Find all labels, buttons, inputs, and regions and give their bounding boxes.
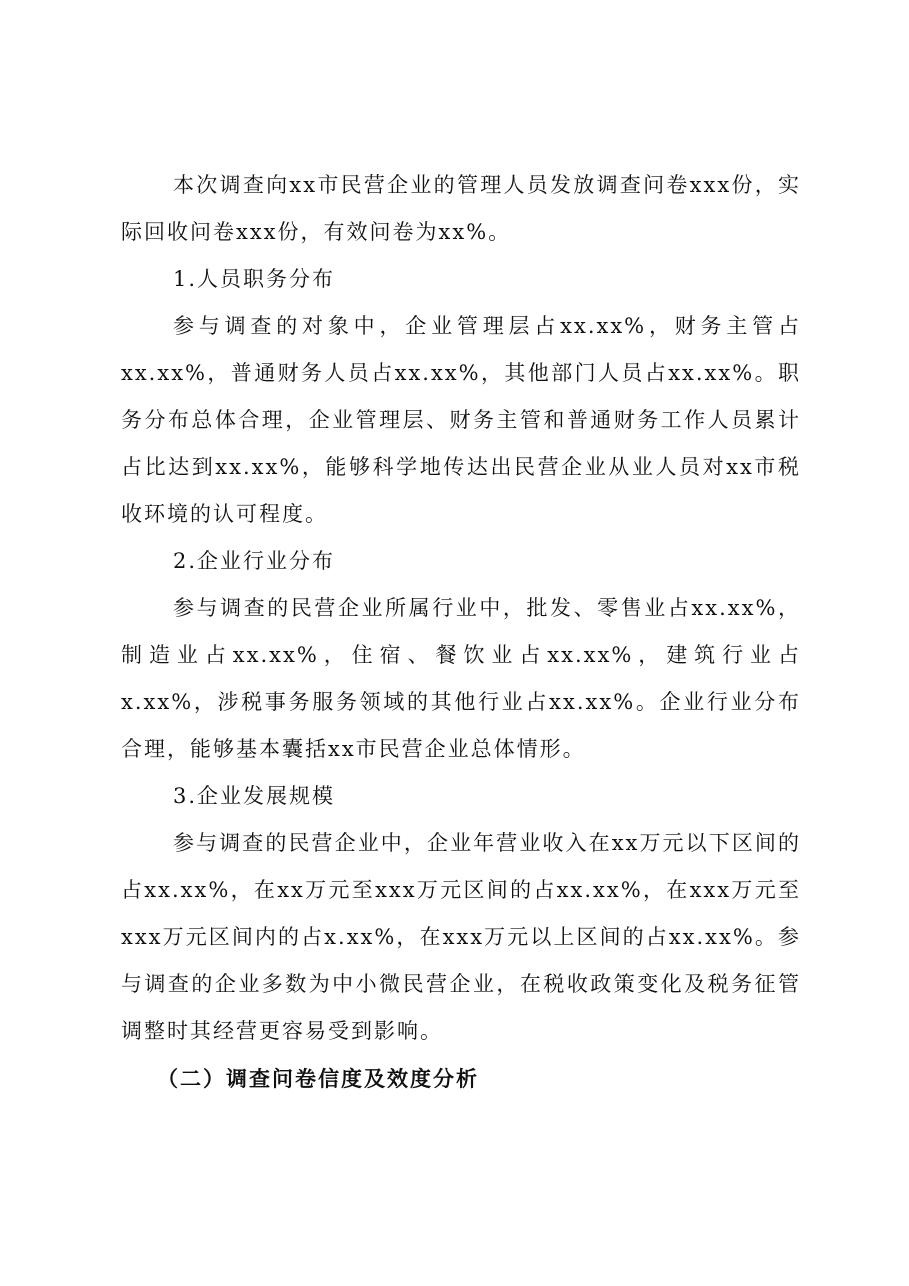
section-heading-reliability-validity: （二）调查问卷信度及效度分析	[157, 1066, 479, 1091]
heading-industry-distribution: 2.企业行业分布	[173, 549, 336, 573]
intro-paragraph: 本次调查向xx市民营企业的管理人员发放调查问卷xxx份，实际回收问卷xxx份，有效问卷为xx%。	[121, 173, 801, 244]
industry-distribution-paragraph: 参与调查的民营企业所属行业中，批发、零售业占xx.xx%，制造业占xx.xx%，住宿、餐饮业占xx.xx%，建筑行业占x.xx%，涉税事务服务领域的其他行业占xx.xx%。企业行业分布合理，能够基本囊括xx市民营企业总体情形。	[121, 596, 801, 761]
document-body	[121, 162, 801, 1102]
staff-distribution-paragraph: 参与调查的对象中，企业管理层占xx.xx%，财务主管占xx.xx%，普通财务人员占xx.xx%，其他部门人员占xx.xx%。职务分布总体合理，企业管理层、财务主管和普通财务工作人员累计占比达到xx.xx%，能够科学地传达出民营企业从业人员对xx市税收环境的认可程度。	[121, 314, 801, 526]
heading-enterprise-scale: 3.企业发展规模	[173, 784, 336, 808]
enterprise-scale-paragraph: 参与调查的民营企业中，企业年营业收入在xx万元以下区间的占xx.xx%，在xx万元至xxx万元区间的占xx.xx%，在xxx万元至xxx万元区间内的占x.xx%，在xxx万元以上区间的占xx.xx%。参与调查的企业多数为中小微民营企业，在税收政策变化及税务征管调整时其经营更容易受到影响。	[121, 831, 801, 1043]
heading-staff-distribution: 1.人员职务分布	[173, 267, 336, 291]
